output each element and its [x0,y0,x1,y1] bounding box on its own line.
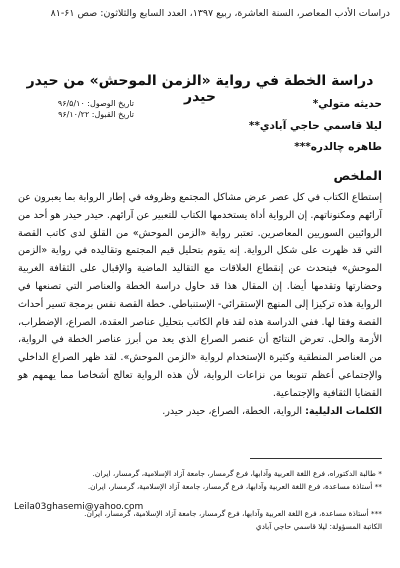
keywords: الرواية، الخطة، الصراع، حيدر حيدر. [162,405,303,417]
footnote: ** أستاذة مساعدة، فرع اللغة العربية وآدابها، فرع گرمسار، جامعة آزاد الإسلامية، گرمسار، ایران. [87,482,382,491]
author-name: ليلا قاسمي حاجي آبادي** [248,119,382,132]
author-name: طاهره چالدره*** [294,141,382,153]
author-name: حديثه متولي* [312,98,382,110]
received-date: تاریخ الوصول: ۹۶/۵/۱۰ [57,99,134,108]
keywords-label: الكلمات الدليلية: [305,405,382,417]
abstract-heading: الملخص [333,168,382,183]
paper-title: دراسة الخطة في رواية «الزمن الموحش» من حيدر حيدر [26,73,374,105]
journal-header: دراسات الأدب المعاصر، السنة العاشرة، ربيع ١٣٩٧، العدد السابع والثلاثون: صص ۶۱-۸۱ [50,8,390,19]
corresponding-author: الكاتبة المسؤولة: ليلا قاسمي حاجي آبادي [255,522,382,531]
submission-dates [14,98,134,120]
footnotes [14,467,382,533]
footnote-divider [250,458,382,459]
accepted-date: تاریخ القبول: ۹۶/۱۰/۲۲ [58,110,134,119]
author-list [212,94,382,159]
footnote: *** أستاذة مساعدة، فرع اللغة العربية وآدابها، فرع گرمسار، جامعة آزاد الإسلامية، گرمسار، ایران. [84,509,382,518]
abstract-text: إستطاع الكتاب في كل عصر عرض مشاكل المجتمع وظروفه في إطار الرواية بما يعبرون عن آرائهم ومكنوناتهم. إن الرواية أداة يستخدمها الكتاب للتعبير عن آرائهم. حيدر حيدر هو أحد من الروائيين السوريين المعاصرين. تعتبر رواية «الزمن الموحش» من القلق لدى كاتب القصة التي قد ظهرت على شكل الرواية. إنه يقوم بتحليل قيم المجتمع وتقاليده في رواية «الزمن الموحش» فيتحدث عن إنقطاع العلاقات مع التقاليد الماضية والإقبال على الثقافة الغربية وحضارتها وتقدمها أيضا. إن المقال هذا قد حاول دراسة الخطة والعناصر التي تصنعها في الرواية هذه تركيزا إلى المنهج الإستقرائي- الإستنباطي. خطة القصة نفس برمجة تسير أحداث القصة وفقا لها. ففي الدراسة هذه لقد قام الكاتب بتحليل عناصر العقدة، الصراع، الإضطراب، الأزمة والحل. تعرض النتائج أن عنصر الصراع الذي يعد من أبرز عناصر الخطة في الرواية، من العناصر المنطقية وكثيرة الإستخدام لرواية «الزمن الموحش». لقد ظهر الصراع الداخلي والإجتماعي أعظم تنويعا من نزاعات الرواية، لأن هذه الرواية تعالج أشخاصا مما يهمهم هو القضايا الثقافية والإجتماعية. [18,192,382,399]
author-email[interactable]: Leila03ghasemi@yahoo.com [14,502,144,512]
footnote: * طالبة الدكتوراه، فرع اللغة العربية وآدابها، فرع گرمسار، جامعة آزاد الإسلامية، گرمسار، ایران. [92,469,382,478]
abstract-body [18,189,382,420]
